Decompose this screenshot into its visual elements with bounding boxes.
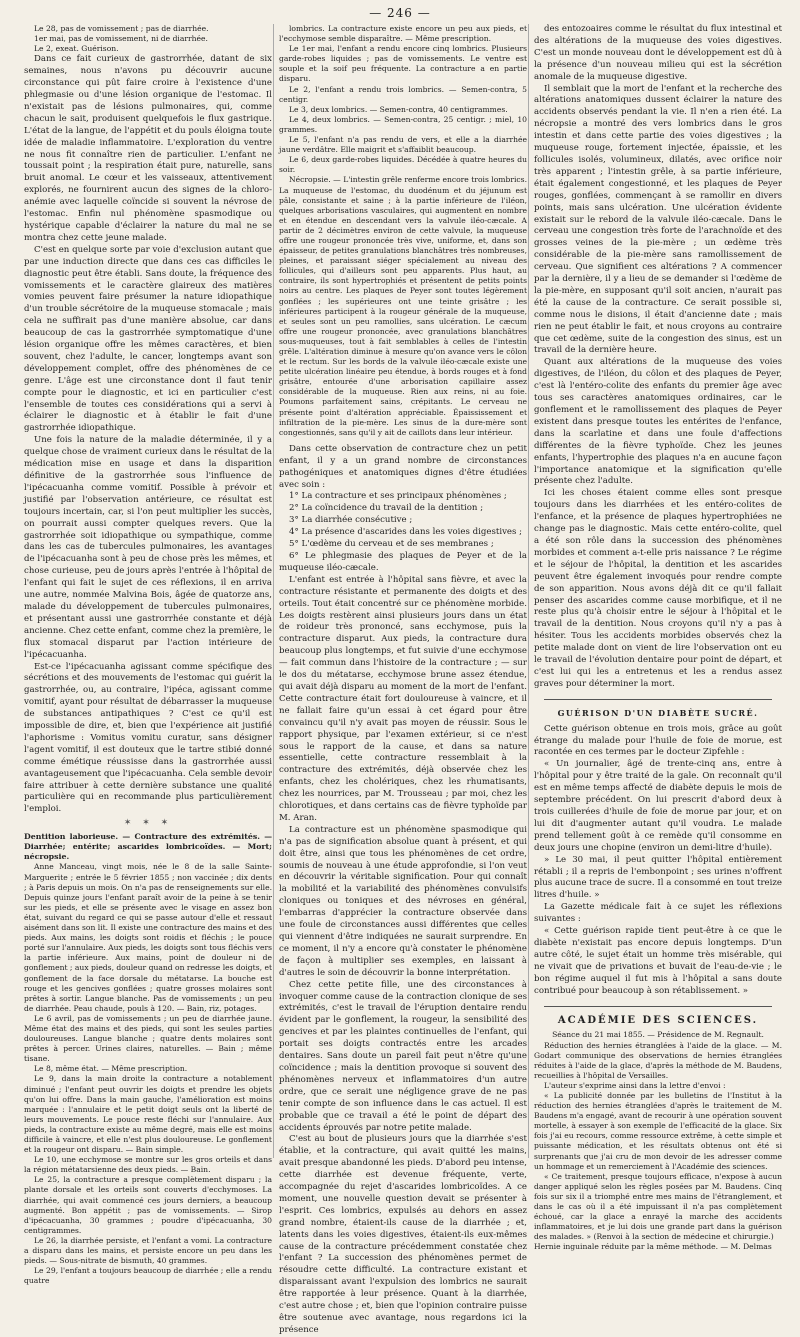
case-paragraph: Le 3, deux lombrics. — Semen-contra, 40 centigrammes. (289, 104, 508, 114)
section-rule (544, 699, 772, 700)
case-paragraph: lombrics. La contracture existe encore un peu aux pieds, et l'ecchymose semble disparaître. — Même prescription. (279, 24, 527, 44)
paragraph: Une fois la nature de la maladie déterminée, il y a quelque chose de vraiment curieux dans le résultat de la médication mise en usage et dans la disparition définitive de la gastrorrhée sous l'influence de l'ipécacuanha comme vomitif. Possible à prévoir et justifié par l'observation antérieure, ce résultat est toujours incertain, car, si l'on peut multiplier les succès, on pourrait aussi compter quelques revers. Que la gastrorrhée soit idiopathique ou sympathique, comme dans les cas de tubercules pulmonaires, les avantages de l'ipécacuanha sont à peu de chose près les mêmes, et chose curieuse, peu de jours après l'entrée à l'hôpital de l'enfant qui fait le sujet de ces réflexions, il en arriva une autre, nommée Malvina Bois, âgée de quatorze ans, malade du développement de tubercules pulmonaires, et présentant aussi une gastrorrhée constante et déjà ancienne. Chez cette enfant, comme chez la première, le flux stomacal disparut par l'action intérieure de l'ipécacuanha. (24, 435, 272, 660)
paragraph: La Gazette médicale fait à ce sujet les réflexions suivantes : (534, 902, 782, 925)
list-item: 1° La contracture et ses principaux phénomènes ; (289, 491, 507, 502)
case-paragraph: Le 8, même état. — Même prescription. (34, 1064, 188, 1074)
necropsy-paragraph: Nécropsie. — L'intestin grêle renferme encore trois lombrics. La muqueuse de l'estomac, du duodénum et du jéjunum est pâle, consistante et saine ; à la partie inférieure de l'iléon, quelques arborisations vasculaires, qui augmentent en nombre et en étendue en descendant vers la valvule iléo-cæcale. A partir de 2 décimètres environ de cette valvule, la muqueuse offre une rougeur prononcée très vive, uniforme, et, dans son épaisseur, de petites granulations blanchâtres très nombreuses, pleines, et paraissant siéger spécialement au niveau des follicules, qui d'ailleurs sont peu apparents. Plus haut, au contraire, ils sont hypertrophiés et présentent de petits points noirs au centre. Les plaques de Peyer sont toutes légèrement gonflées ; les supérieures ont une teinte grisâtre ; les inférieures participent à la rougeur générale de la muqueuse, et seules sont un peu ramollies, sans ulcération. Le cæcum offre une rougeur prononcée, avec granulations blanchâtres sous-muqueuses, tout à fait semblables à celles de l'intestin grêle. L'altération diminue à mesure qu'on avance vers le côlon et le rectum. Sur les bords de la valvule iléo-cæcale existe une petite ulcération linéaire peu étendue, à bords rouges et à fond grisâtre, entourée d'une arborisation capillaire assez considérable de la muqueuse. Rien aux reins, ni au foie. Poumons parfaitement sains, crépitants. Le cerveau ne présente point d'altération appréciable. Épaississement et infiltration de la pie-mère. Les sinus de la dure-mère sont congestionnés, sans qu'il y ait de caillots dans leur intérieur. (279, 175, 527, 437)
paragraph: « Cette guérison rapide tient peut-être à ce que le diabète n'existait pas encore depuis longtemps. D'un autre côté, le sujet était un homme très misérable, qui ne vivait que de privations et buvait de l'eau-de-vie ; le bon régime auquel il fut mis à l'hôpital a sans doute contribué pour beaucoup à son rétablissement. » (534, 926, 782, 996)
column-divider (273, 24, 274, 1158)
academy-paragraph: Hernie inguinale réduite par la même méthode. — M. Delmas (534, 1242, 772, 1252)
academy-paragraph: « Ce traitement, presque toujours efficace, n'expose à aucun danger appliqué selon les règles posées par M. Baudens. Cinq fois sur six il a triomphé entre mes mains de l'étranglement, et dans le cas où il a été impuissant il n'a pas complètement échoué, car la glace a enrayé la marche des accidents inflammatoires, et je lui dois une grande part dans la guérison des malades. » (Renvoi à la section de médecine et chirurgie.) (534, 1171, 782, 1242)
academy-paragraph: Réduction des hernies étranglées à l'aide de la glace. — M. Godart communique des observations de hernies étranglées réduites à l'aide de la glace, d'après la méthode de M. Baudens, recueillies à l'hôpital de Versailles. (534, 1040, 782, 1080)
case-paragraph: Le 6 avril, pas de vomissements ; un peu de diarrhée jaune. Même état des mains et des pieds, qui sont les seules parties douloureuses. Langue blanche ; quatre dents molaires sont prêtes à percer. Urines claires, naturelles. — Bain ; même tisane. (24, 1013, 272, 1064)
case-line: Le 2, exeat. Guérison. (34, 44, 119, 54)
case-paragraph: Le 6, deux garde-robes liquides. Décédée à quatre heures du soir. (279, 155, 527, 175)
paragraph: L'enfant est entrée à l'hôpital sans fièvre, et avec la contracture résistante et permanente des doigts et des orteils. Tout était concentré sur ce phénomène morbide. Les doigts restèrent ainsi plusieurs jours dans un état de roideur très prononcé, sans ecchymose, puis la contracture disparut. Aux pieds, la contracture dura beaucoup plus longtemps, et fut suivie d'une ecchymose — fait commun dans l'histoire de la contracture ; — sur le dos du métatarse, ecchymose brune assez étendue, qui avait déjà disparu au moment de la mort de l'enfant. Cette contracture était fort douloureuse à vaincre, et il ne fallait faire qu'un essai à cet égard pour être convaincu qu'il n'y avait pas moyen de réussir. Sous le rapport physique, par l'examen extérieur, si ce n'est sous le rapport de la cause, et dans sa nature essentielle, cette contracture ressemblait à la contracture des extrémités, déjà observée chez les enfants, chez les cholériques, chez les rhumatisants, chez les nourrices, par M. Trousseau ; par moi, chez les chlorotiques, et dans certains cas de fièvre typhoïde par M. Aran. (279, 574, 527, 823)
section-rule (544, 1006, 772, 1007)
case-line: Le 28, pas de vomissement ; pas de diarrhée. (34, 24, 209, 33)
case-title: Dentition laborieuse. — Contracture des extrémités. — Diarrhée; entérite; ascarides lombricoïdes. — Mort; nécropsie. (24, 832, 272, 862)
academy-paragraph: « La publicité donnée par les bulletins de l'Institut à la réduction des hernies étranglées d'après le traitement de M. Baudens m'a engagé, avant de recourir à une opération souvent mortelle, à essayer à son exemple de l'efficacité de la glace. Six fois j'ai eu recours, comme ressource extrême, à cette simple et puissante médication, et les résultats obtenus ont été si surprenants que j'ai cru de mon devoir de les adresser comme un hommage et un remerciement à l'Académie des sciences. (534, 1090, 782, 1171)
case-paragraph: Le 10, une ecchymose se montre sur les gros orteils et dans la région métatarsienne des deux pieds. — Bain. (24, 1155, 272, 1175)
paragraph: C'est au bout de plusieurs jours que la diarrhée s'est établie, et la contracture, qui avait quitté les mains, avait presque abandonné les pieds. D'abord peu intense, cette diarrhée est devenue fréquente, verte, accompagnée du rejet d'ascarides lombricoïdes. A ce moment, une nouvelle question devait se présenter à l'esprit. Ces lombrics, expulsés au dehors en assez grand nombre, étaient-ils cause de la diarrhée ; et, latents dans les voies digestives, étaient-ils eux-mêmes cause de la contracture précédemment constatée chez l'enfant ? La succession des phénomènes permet de résoudre cette difficulté. La contracture existant et disparaissant avant l'expulsion des lombrics ne saurait être rapportée à leur présence. Quant à la diarrhée, c'est autre chose ; et, bien que l'opinion contraire puisse être soutenue avec avantage, nous regardons ici la présence (279, 1134, 527, 1335)
paragraph: Quant aux altérations de la muqueuse des voies digestives, de l'iléon, du côlon et des plaques de Peyer, c'est là l'entéro-colite des enfants du premier âge avec tous ses caractères anatomiques ordinaires, car le gonflement et le ramollissement des plaques de Peyer existent dans presque toutes les entérites de l'enfance, dans la scarlatine et dans une foule d'affections différentes de la fièvre typhoïde. Chez les jeunes enfants, l'hypertrophie des plaques n'a en aucune façon l'importance anatomique et la signification qu'elle présente chez l'adulte. (534, 357, 782, 487)
case-paragraph: Le 26, la diarrhée persiste, et l'enfant a vomi. La contracture a disparu dans les mains, et persiste encore un peu dans les pieds. — Sous-nitrate de bismuth, 40 grammes. (24, 1235, 272, 1266)
case-paragraph: Le 9, dans la main droite la contracture a notablement diminué ; l'enfant peut ouvrir les doigts et prendre les objets qu'on lui offre. Dans la main gauche, l'amélioration est moins marquée : l'annulaire et le petit doigt seuls ont la liberté de leurs mouvements. Le pouce reste fléchi sur l'annulaire. Aux pieds, la contracture existe au même degré, mais elle est moins difficile à vaincre, et elle n'est plus douloureuse. Le gonflement et la rougeur ont disparu. — Bain simple. (24, 1074, 272, 1155)
list-item: 5° L'œdème du cerveau et de ses membranes ; (289, 539, 494, 550)
academy-paragraph: L'auteur s'exprime ainsi dans la lettre d'envoi : (544, 1080, 726, 1090)
list-item: 3° La diarrhée consécutive ; (289, 515, 413, 526)
section-title: GUÉRISON D'UN DIABÈTE SUCRÉ. (557, 707, 759, 718)
list-item: 2° La coïncidence du travail de la dentition ; (289, 503, 484, 514)
paragraph: Est-ce l'ipécacuanha agissant comme spécifique des sécrétions et des mouvements de l'estomac qui guérit la gastrorrhée, ou, au contraire, l'ipéca, agissant comme vomitif, ayant pour résultat de débarrasser la muqueuse de substances antipathiques ? C'est ce qu'il est impossible de dire, et, bien que l'expérience ait justifié l'aphorisme : Vomitus vomitu curatur, sans désigner l'agent vomitif, il est douteux que le tartre stibié donné comme émétique réussisse dans la gastrorrhée aussi avantageusement que l'ipécacuanha. Cela semble devoir faire attribuer à cette dernière substance une qualité particulière qui en recommande plus particulièrement l'emploi. (24, 661, 272, 815)
column-2 (279, 24, 527, 1335)
list-item: 4° La présence d'ascarides dans les voies digestives ; (289, 527, 523, 538)
column-1 (24, 24, 272, 1286)
case-paragraph: Le 5, l'enfant n'a pas rendu de vers, et elle a la diarrhée jaune verdâtre. Elle maigrit et s'affaiblit beaucoup. (279, 135, 527, 155)
case-paragraph: Anne Manceau, vingt mois, née le 8 de la salle Sainte-Marguerite ; entrée le 5 février 1855 ; non vaccinée ; dix dents ; à Paris depuis un mois. On n'a pas de renseignements sur elle. Depuis quinze jours l'enfant paraît avoir de la peine à se tenir sur les pieds, et elle se présente avec le visage en assez bon état, suivant du regard ce qui se passe autour d'elle et ressaut aisément dans son lit. Il existe une contracture des mains et des pieds. Aux mains, les doigts sont roidis et fléchis ; le pouce porté sur l'annulaire. Aux pieds, les doigts sont tous fléchis vers la partie inférieure. Aux mains, point de douleur ni de gonflement ; aux pieds, douleur quand on redresse les doigts, et gonflement de la face dorsale du métatarse. La bouche est rouge et les gencives gonflées ; quatre grosses molaires sont prêtes à sortir. Langue blanche. Pas de vomissements ; un peu de diarrhée. Peau chaude, pouls à 120. — Bain, riz, potages. (24, 862, 272, 1013)
ornament: ✶ ✶ ✶ (123, 818, 173, 829)
case-line: 1er mai, pas de vomissement, ni de diarrhée. (34, 34, 208, 44)
column-3 (534, 24, 782, 1252)
column-divider (528, 24, 529, 1158)
paragraph: C'est en quelque sorte par voie d'exclusion autant que par une induction directe que dans ces cas difficiles le diagnostic peut être établi. Sans doute, la fréquence des vomissements et le caractère glaireux des matières vomies peuvent faire présumer la nature idiopathique d'un trouble sécrétoire de la muqueuse stomacale ; mais cela ne suffirait pas d'une manière absolue, car dans beaucoup de cas la gastrorrhée symptomatique d'une lésion organique offre les mêmes caractères, et bien souvent, chez l'adulte, le cancer, longtemps avant son développement complet, offre des phénomènes de ce genre. L'âge est une circonstance dont il faut tenir compte pour le diagnostic, et ici en particulier c'est l'ensemble de toutes ces considérations qui a servi à éclairer le diagnostic et à établir le fait d'une gastrorrhée idiopathique. (24, 244, 272, 434)
case-paragraph: Le 1er mai, l'enfant a rendu encore cinq lombrics. Plusieurs garde-robes liquides ; pas de vomissements. Le ventre est souple et la soif peu fréquente. La contracture a en partie disparu. (279, 44, 527, 84)
page-number: — 246 — (369, 6, 431, 20)
paragraph: Il semblait que la mort de l'enfant et la recherche des altérations anatomiques dussent éclairer la nature des accidents observés pendant la vie. Il n'en a rien été. La nécropsie a montré des vers lombrics dans le gros intestin et dans cette partie des voies digestives ; la muqueuse rouge, fortement injectée, épaissie, et les follicules isolés, volumineux, dilatés, avec orifice noir très apparent ; l'intestin grêle, à sa partie inférieure, était également congestionné, et les plaques de Peyer rouges, gonflées, commençant à se ramollir en divers points, mais sans ulcération. Une ulcération évidente existait sur le rebord de la valvule iléo-cæcale. Dans le cerveau une congestion très forte de l'arachnoïde et des grosses veines de la pie-mère ; un œdème très considérable de la pie-mère sans ramollissement de cerveau. Que signifient ces altérations ? A commencer par la dernière, il y a lieu de se demander si l'œdème de la pie-mère, en supposant qu'il soit ancien, n'aurait pas été la cause de la contracture. Ce serait possible si, comme nous le disions, il était d'ancienne date ; mais rien ne peut établir le fait, et nous croyons au contraire que cet œdème, suite de la congestion des sinus, est un travail de la dernière heure. (534, 83, 782, 356)
paragraph: » Le 30 mai, il peut quitter l'hôpital entièrement rétabli ; il a repris de l'embonpoint ; ses urines n'offrent plus aucune trace de sucre. Il a consommé en tout treize litres d'huile. » (534, 854, 782, 901)
paragraph: Dans ce fait curieux de gastrorrhée, datant de six semaines, nous n'avons pu découvrir aucune circonstance qui pût faire croire à l'existence d'une phlegmasie ou d'une lésion organique de l'estomac. Il n'existait pas de lésions pulmonaires, qui, comme chacun le sait, produisent quelquefois le flux gastrique. L'état de la langue, de l'appétit et du pouls éloigna toute idée de maladie inflammatoire. L'exploration du ventre ne nous fit connaître rien de particulier. L'enfant ne toussait point ; la respiration était pure, naturelle, sans bruit anomal. Le cœur et les vaisseaux, attentivement explorés, ne fournirent aucun des signes de la chloro-anémie avec laquelle coïncide si souvent la névrose de l'estomac. Enfin nul phénomène spasmodique ou hystérique capable d'éclairer la nature du mal ne se montra chez cette jeune malade. (24, 54, 272, 243)
case-paragraph: Le 29, l'enfant a toujours beaucoup de diarrhée ; elle a rendu quatre (24, 1266, 272, 1286)
paragraph: La contracture est un phénomène spasmodique qui n'a pas de signification absolue quant à présent, et qui doit être, ainsi que tous les phénomènes de cet ordre, soumis de nouveau à une étude approfondie, si l'on veut en découvrir la véritable signification. Pour qui connaît la mobilité et la variabilité des phénomènes convulsifs cloniques ou toniques et des névroses en général, l'embarras d'apprécier la contracture observée dans une foule de circonstances aussi différentes que celles qui viennent d'être indiquées ne saurait surprendre. En ce moment, il n'y a encore qu'à constater le phénomène de façon à multiplier ses exemples, en laissant à d'autres le soin de découvrir la bonne interprétation. (279, 824, 527, 978)
paragraph: Chez cette petite fille, une des circonstances à invoquer comme cause de la contraction clonique de ses extrémités, c'est le travail de l'éruption dentaire rendu évident par le gonflement, la rougeur, la sensibilité des gencives et par les plaintes continuelles de l'enfant, qui portait ses doigts contractés entre les arcades dentaires. Sans doute un pareil fait peut n'être qu'une coïncidence ; mais la dentition provoque si souvent des phénomènes nerveux et inflammatoires d'un autre ordre, que ce serait une négligence grave de ne pas tenir compte de son influence dans le cas actuel. Il est probable que ce travail a été le point de départ des accidents éprouvés par notre petite malade. (279, 979, 527, 1133)
paragraph: Dans cette observation de contracture chez un petit enfant, il y a un grand nombre de circonstances pathogéniques et anatomiques dignes d'être étudiées avec soin : (279, 443, 527, 490)
case-paragraph: Le 25, la contracture a presque complètement disparu ; la plante dorsale et les orteils sont couverts d'ecchymoses. La diarrhée, qui avait commencé ces jours derniers, a beaucoup augmenté. Bon appétit ; pas de vomissements. — Sirop d'ipécacuanha, 30 grammes ; poudre d'ipécacuanha, 30 centigrammes. (24, 1175, 272, 1235)
academy-title: ACADÉMIE DES SCIENCES. (557, 1014, 759, 1026)
list-item: 6° Le phlegmasie des plaques de Peyer et de la muqueuse iléo-cæcale. (279, 551, 527, 573)
paragraph: des entozoaires comme le résultat du flux intestinal et des altérations de la muqueuse des voies digestives. C'est un monde nouveau dont le développement est dû à la présence d'un nouveau milieu qui est la sécrétion anomale de la muqueuse digestive. (534, 24, 782, 82)
paragraph: Cette guérison obtenue en trois mois, grâce au goût étrange du malade pour l'huile de foie de morue, est racontée en ces termes par le docteur Zipfehle : (534, 723, 782, 758)
session-line: Séance du 21 mai 1855. — Présidence de M. Regnault. (552, 1030, 764, 1040)
case-paragraph: Le 4, deux lombrics. — Semen-contra, 25 centigr. ; miel, 10 grammes. (279, 114, 527, 134)
paragraph: « Un journalier, âgé de trente-cinq ans, entre à l'hôpital pour y être traité de la gale. On reconnaît qu'il est en même temps affecté de diabète depuis le mois de septembre précédent. On lui prescrit d'abord deux à trois cuillerées d'huile de foie de morue par jour, et on lui dit d'augmenter autant qu'il voudra. Le malade prend tellement goût à ce remède qu'il consomme en deux jours une chopine (environ un demi-litre d'huile). (534, 759, 782, 853)
paragraph: Ici les choses étaient comme elles sont presque toujours dans les diarrhées et les entéro-colites de l'enfance, et la présence de plaques hypertrophiées ne change pas le diagnostic. Mais cette entéro-colite, quel a été son rôle dans la succession des phénomènes morbides et comment a-t-elle pris naissance ? Le régime et le séjour de l'hôpital, la dentition et les ascarides peuvent être également invoqués pour rendre compte de son apparition. Nous avons déjà dit ce qu'il fallait penser des ascarides comme cause morbifique, et il ne reste plus qu'à choisir entre le séjour à l'hôpital et le travail de la dentition. Nous croyons qu'il n'y a pas à hésiter. Tous les accidents morbides observés chez la petite malade dont on vient de lire l'observation ont eu le travail de l'évolution dentaire pour point de départ, et c'est lui qui les a entretenus et les a rendus assez graves pour déterminer la mort. (534, 488, 782, 689)
case-paragraph: Le 2, l'enfant a rendu trois lombrics. — Semen-contra, 5 centigr. (279, 84, 527, 104)
